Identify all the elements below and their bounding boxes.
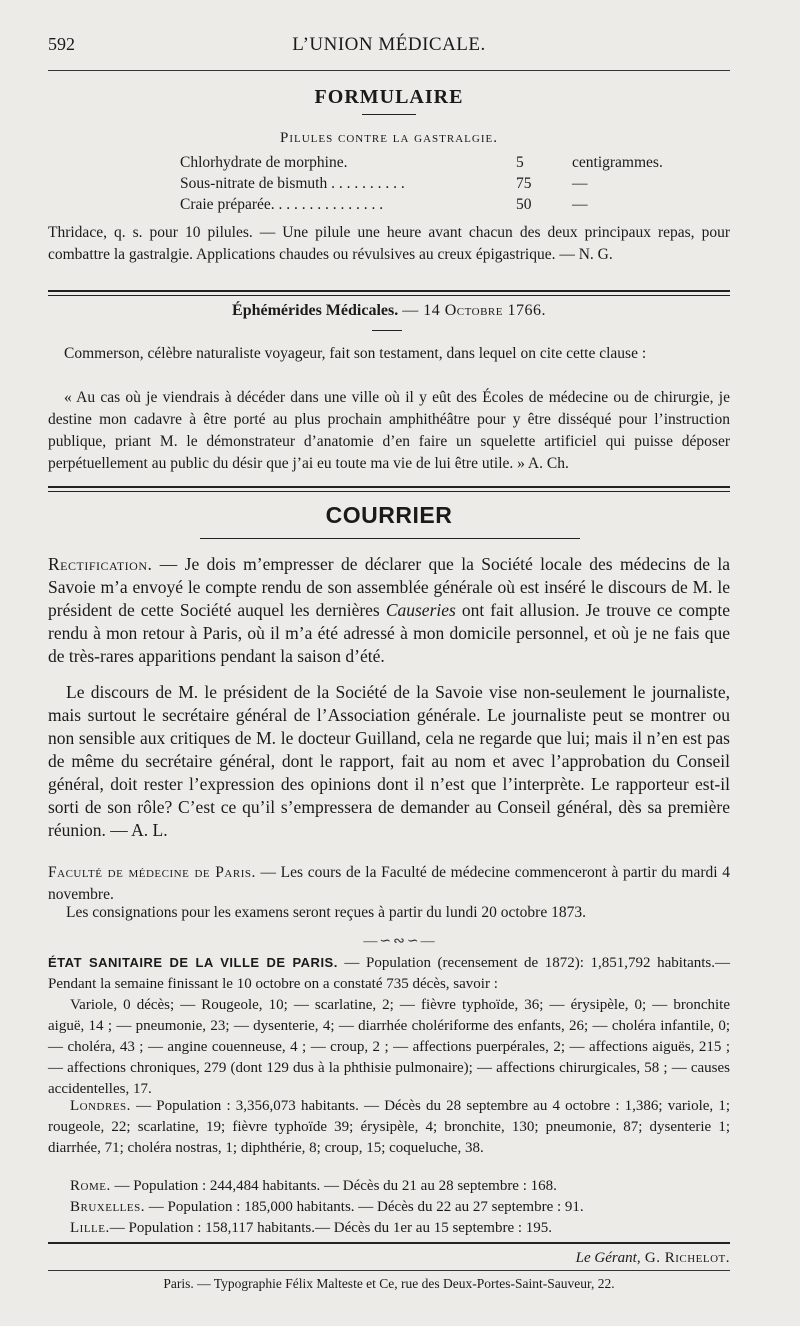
ephemerides-heading xyxy=(48,302,730,320)
prescription-instructions: Thridace, q. s. pour 10 pilules. — Une pilule une heure avant chacun des deux principaux repas, pour combattre la gastralgie. Applications chaudes ou révulsives au creux épigastrique. — N. G. xyxy=(48,224,730,263)
rectification-paragraph: Rectification. — Je dois m’empresser de déclarer que la Société locale des médecins de la Savoie m’a envoyé le compte rendu de son assemblée générale où est inséré le discours de M. le président de cette Société auquel les dernières Causeries ont fait allusion. Je trouve ce compte rendu à mon retour à Paris, où il m’a été adressé à mon domicile personnel, et où je ne fais que de très-rares apparitions pendant la saison d’été. xyxy=(48,554,730,666)
printer-imprint: Paris. — Typographie Félix Malteste et Ce, rue des Deux-Portes-Saint-Sauveur, 22. xyxy=(163,1276,615,1291)
page-header xyxy=(48,34,730,64)
section-title-courrier: COURRIER xyxy=(325,502,453,528)
consignations-notice: Les consignations pour les examens seront reçues à partir du lundi 20 octobre 1873. xyxy=(66,904,586,921)
section-divider xyxy=(48,486,730,492)
etat-sanitaire-paragraph: ÉTAT SANITAIRE DE LA VILLE DE PARIS. — Population (recensement de 1872): 1,851,792 habitants.— Pendant la semaine finissant le 10 octobre on a constaté 735 décès, savoir : xyxy=(48,955,730,992)
title-underline xyxy=(200,538,580,539)
ephemerides-quote: « Au cas où je viendrais à décéder dans une ville où il y eût des Écoles de médecine ou de chirurgie, je destine mon cadavre à être porté au plus prochain amphithéâtre pour y être disséqué pour l’instruction publique, priant M. le démonstrateur d’anatomie d’en faire un squelette artificiel qui puisse déposer perpétuellement au public du désir que j’ai eu toute ma vie de lui être utile. » A. Ch. xyxy=(48,389,730,472)
rectification-label: Rectification. xyxy=(48,554,153,574)
ornament-divider: —∽∾∽— xyxy=(363,934,437,949)
ephemerides-date: — 14 Octobre 1766. xyxy=(402,302,546,319)
footer-rule xyxy=(48,1242,730,1244)
page-number: 592 xyxy=(48,34,75,54)
journal-page: 592 L’UNION MÉDICALE. FORMULAIRE Pilules contre la gastralgie. Chlorhydrate de morphine. 5 centigrammes. Sous-nitrate de bismuth . . . . . . . . . . 75 — Craie préparée. . . . . . . . . . . . . . . 50 — Thridace, q. s. pour 10 pilules. — Une pilule une heure avant chacun des deux principaux repas, pour combattre la gastralgie. Applications chaudes ou révulsives au creux épigastrique. — N. G. Éphémérides Médicales. — 14 Octobre 1766. Commerson, célèbre naturaliste voyageur, fait son testament, dans lequel on cite cette clause : « Au cas où je viendrais à décéder dans une ville où il y eût des Écoles de médecine ou de chirurgie, je destine mon cadavre à être porté au plus prochain amphithéâtre pour y être disséqué pour l’instruction publique, priant M. le démonstrateur d’anatomie d’en faire un squelette artificiel qui puisse déposer perpétuellement au public du désir que j’ai eu toute ma vie de lui être utile. » A. Ch. COURRIER Rectification. — Je dois m’empresser de déclarer que la Société locale des médecins de la Savoie m’a envoyé le compte rendu de son assemblée générale où est inséré le discours de M. le président de cette Société auquel les dernières Causeries ont fait allusion. Je trouve ce compte rendu à mon retour à Paris, où il m’a été adressé à mon domicile personnel, et où je ne fais que de très-rares apparitions pendant la saison d’été. Le discours de M. le président de la Société de la Savoie vise non-seulement le journaliste, mais surtout le secrétaire général de l’Association générale. Le journaliste peut se montrer ou non sensible aux critiques de M. le docteur Guilland, cela ne regarde que lui; mais il n’en est pas de même du secrétaire général, dont le rapport, fait au nom et avec l’approbation du Conseil général, doit rester l’expression des opinions dont il n’est que l’interprète. Le rapporteur est-il sorti de son rôle? C’est ce qu’il s’empressera de demander au Conseil général, dès sa première réunion. — A. L. Faculté de médecine de Paris. — Les cours de la Faculté de médecine commenceront à partir du mardi 4 novembre. Les consignations pour les examens seront reçues à partir du lundi 20 octobre 1873. —∽∾∽— ÉTAT SANITAIRE DE LA VILLE DE PARIS. — Population (recensement de 1872): 1,851,792 habitants.— Pendant la semaine finissant le 10 octobre on a constaté 735 décès, savoir : Variole, 0 décès; — Rougeole, 10; — scarlatine, 2; — fièvre typhoïde, 36; — érysipèle, 0; — bronchite aiguë, 14 ; — pneumonie, 23; — dysenterie, 4; — diarrhée cholériforme des enfants, 26; — choléra infantile, 0; — choléra, 43 ; — angine couenneuse, 4 ; — croup, 2 ; — affections puerpérales, 2; — affections aiguës, 215 ; — affections chroniques, 279 (dont 129 dus à la phthisie pulmonaire); — affections chirurgicales, 58 ; — causes accidentelles, 17. Londres. — Population : 3,356,073 habitants. — Décès du 28 septembre au 4 octobre : 1,386; variole, 1; rougeole, 22; scarlatine, 19; fièvre typhoïde 39; érysipèle, 4; bronchite, 130; pneumonie, 87; dysenterie 1; diarrhée, 71; choléra nostras, 1; diphthérie, 8; croup, 15; coqueluche, 38. Rome. — Population : 244,484 habitants. — Décès du 21 au 28 septembre : 168. Bruxelles. — Population : 185,000 habitants. — Décès du 22 au 27 septembre : 91. Lille.— Population : 158,117 habitants.— Décès du 1er au 15 septembre : 195. Le Gérant, G. Richelot. Paris. — Typographie Félix Malteste et Ce, rue des Deux-Portes-Saint-Sauveur, 22. xyxy=(0,0,800,1326)
ephemerides-paragraph: Commerson, célèbre naturaliste voyageur, fait son testament, dans lequel on cite cette clause : xyxy=(64,345,647,362)
title-underline xyxy=(362,114,416,115)
causes-of-death: Variole, 0 décès; — Rougeole, 10; — scarlatine, 2; — fièvre typhoïde, 36; — érysipèle, 0; — bronchite aiguë, 14 ; — pneumonie, 23; — dysenterie, 4; — diarrhée cholériforme des enfants, 26; — choléra infantile, 0; — choléra, 43 ; — angine couenneuse, 4 ; — croup, 2 ; — affections puerpérales, 2; — affections aiguës, 215 ; — affections chroniques, 279 (dont 129 dus à la phthisie pulmonaire); — affections chirurgicales, 58 ; — causes accidentelles, 17. xyxy=(48,997,730,1097)
rome-stats: Rome. — Population : 244,484 habitants. — Décès du 21 au 28 septembre : 168. xyxy=(70,1178,557,1194)
ephemerides-title: Éphémérides Médicales. xyxy=(232,302,399,319)
causeries-word: Causeries xyxy=(385,600,456,620)
gerant-signature: Le Gérant, G. Richelot. xyxy=(575,1250,730,1266)
londres-stats: Londres. — Population : 3,356,073 habitants. — Décès du 28 septembre au 4 octobre : 1,386; variole, 1; rougeole, 22; scarlatine, 19; fièvre typhoïde 39; érysipèle, 4; bronchite, 130; pneumonie, 87; dysenterie 1; diarrhée, 71; choléra nostras, 1; diphthérie, 8; croup, 15; coqueluche, 38. xyxy=(48,1098,730,1156)
faculte-label: Faculté de médecine de Paris. xyxy=(48,864,256,881)
heading-underline xyxy=(372,330,402,331)
etat-sanitaire-label: ÉTAT SANITAIRE DE LA VILLE DE PARIS. xyxy=(48,955,338,970)
faculte-notice: Faculté de médecine de Paris. — Les cours de la Faculté de médecine commenceront à partir du mardi 4 novembre. xyxy=(48,864,730,903)
header-rule xyxy=(48,70,730,71)
imprint-rule xyxy=(48,1270,730,1271)
courrier-paragraph: Le discours de M. le président de la Société de la Savoie vise non-seulement le journaliste, mais surtout le secrétaire général de l’Association générale. Le journaliste peut se montrer ou non sensible aux critiques de M. le docteur Guilland, cela ne regarde que lui; mais il n’en est pas de même du secrétaire général, dont le rapport, fait au nom et avec l’approbation du Conseil général, doit rester l’expression des opinions dont il n’est que l’interprète. Le rapporteur est-il sorti de son rôle? C’est ce qu’il s’empressera de demander au Conseil général, dès sa première réunion. — A. L. xyxy=(48,682,730,840)
bruxelles-stats: Bruxelles. — Population : 185,000 habitants. — Décès du 22 au 27 septembre : 91. xyxy=(70,1199,584,1215)
lille-stats: Lille.— Population : 158,117 habitants.— Décès du 1er au 15 septembre : 195. xyxy=(70,1220,553,1236)
prescription-title: Pilules contre la gastralgie. xyxy=(280,130,498,146)
section-divider xyxy=(48,290,730,296)
running-head: L’UNION MÉDICALE. xyxy=(292,34,486,55)
section-title-formulaire: FORMULAIRE xyxy=(314,86,464,108)
